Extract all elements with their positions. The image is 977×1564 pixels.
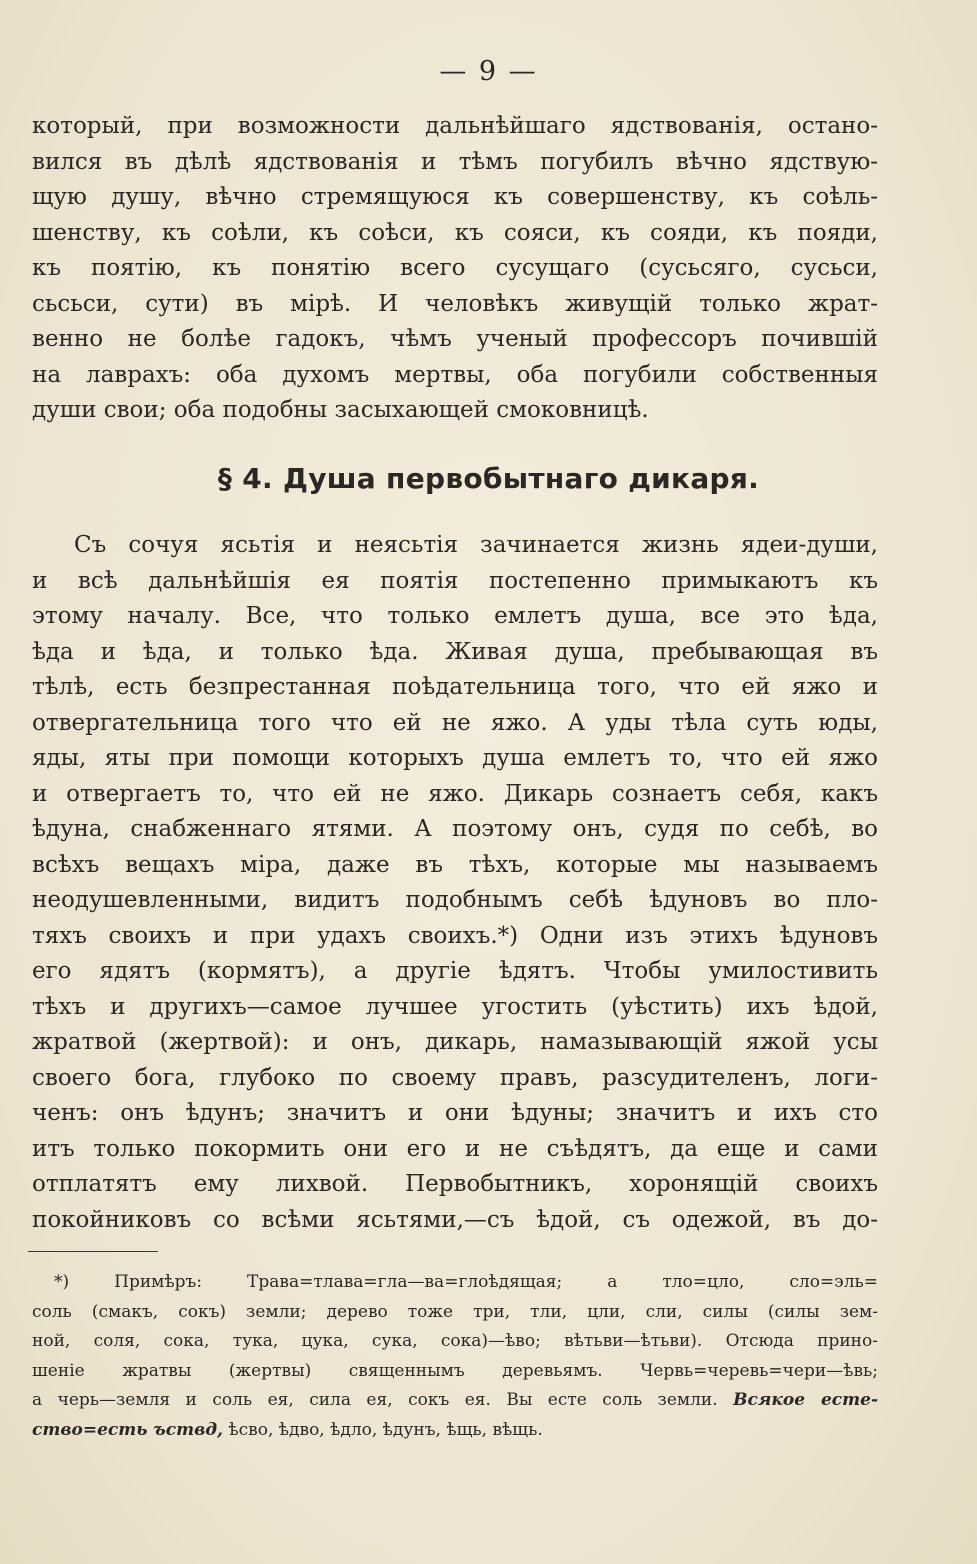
text-line: неодушевленными, видитъ подобнымъ себѣ ѣдуновъ во пло- bbox=[32, 887, 878, 913]
footnote-text: а черь—земля и соль ея, сила ея, сокъ ея. Вы есте соль земли. bbox=[32, 1390, 718, 1410]
text-line: души свои; оба подобны засыхающей смоковницѣ. bbox=[32, 397, 649, 423]
text-line: отвергательница того что ей не яжо. А уды тѣла суть юды, bbox=[32, 709, 878, 736]
text-line: покойниковъ со всѣми ясьтями,—съ ѣдой, съ одежой, въ до- bbox=[32, 1206, 878, 1233]
footnote bbox=[32, 1268, 878, 1445]
text-line: вился въ дѣлѣ ядствованія и тѣмъ погубилъ вѣчно ядствую- bbox=[32, 148, 878, 175]
footnote-line: ной, соля, сока, тука, цука, сука, сока)—ѣво; вѣтьви—ѣтьви). Отсюда прино- bbox=[32, 1331, 878, 1351]
footnote-line: шеніе жратвы (жертвы) священнымъ деревьямъ. Червь=черевь=чери—ѣвь; bbox=[32, 1360, 878, 1381]
text-line: тяхъ своихъ и при удахъ своихъ.*) Одни изъ этихъ ѣдуновъ bbox=[32, 922, 878, 949]
footnote-text: ѣсво, ѣдво, ѣдло, ѣдунъ, ѣщь, вѣщь. bbox=[222, 1419, 543, 1440]
text-line: яды, яты при помощи которыхъ душа емлетъ то, что ей яжо bbox=[32, 745, 878, 771]
text-line: ченъ: онъ ѣдунъ; значитъ и они ѣдуны; значитъ и ихъ сто bbox=[32, 1100, 878, 1126]
section-heading: § 4. Душа первобытнаго дикаря. bbox=[217, 462, 760, 495]
main-paragraph bbox=[32, 528, 878, 1238]
text-line: своего бога, глубоко по своему правъ, разсудителенъ, логи- bbox=[32, 1064, 878, 1091]
text-line: и всѣ дальнѣйшія ея поятія постепенно примыкаютъ къ bbox=[32, 567, 878, 594]
footnote-line: соль (смакъ, сокъ) земли; дерево тоже три, тли, цли, сли, силы (силы зем- bbox=[32, 1301, 878, 1322]
footnote-line-mixed bbox=[32, 1416, 878, 1446]
text-line: щую душу, вѣчно стремящуюся къ совершенству, къ соѣль- bbox=[32, 184, 878, 210]
text-line: венно не болѣе гадокъ, чѣмъ ученый профессоръ почившій bbox=[32, 326, 878, 352]
text-line: тѣхъ и другихъ—самое лучшее угостить (уѣстить) ихъ ѣдой, bbox=[32, 993, 878, 1020]
footnote-italic-text: ство=есть ъствд, bbox=[32, 1419, 223, 1440]
text-line: шенству, къ соѣли, къ соѣси, къ сояси, къ сояди, къ пояди, bbox=[32, 219, 878, 246]
text-line: итъ только покормить они его и не съѣдятъ, да еще и сами bbox=[32, 1135, 878, 1162]
footnote-italic-text: Всякое есте- bbox=[733, 1390, 878, 1410]
text-line: Съ сочуя ясьтія и неясьтія зачинается жизнь ядеи-души, bbox=[74, 532, 878, 558]
page-number: — 9 — bbox=[439, 56, 538, 87]
text-line: и отвергаетъ то, что ей не яжо. Дикарь сознаетъ себя, какъ bbox=[32, 780, 878, 807]
text-line: ѣдуна, снабженнаго ятями. А поэтому онъ, судя по себѣ, во bbox=[32, 816, 878, 842]
text-line: тѣлѣ, есть безпрестанная поѣдательница того, что ей яжо и bbox=[32, 674, 878, 700]
footnote-divider bbox=[28, 1251, 158, 1252]
text-line: который, при возможности дальнѣйшаго ядствованія, остано- bbox=[32, 113, 878, 139]
text-line: его ядятъ (кормятъ), а другіе ѣдятъ. Чтобы умилостивить bbox=[32, 958, 878, 984]
text-line: этому началу. Все, что только емлетъ душа, все это ѣда, bbox=[32, 603, 878, 629]
footnote-line-mixed bbox=[32, 1386, 878, 1416]
text-line: жратвой (жертвой): и онъ, дикарь, намазывающій яжой усы bbox=[32, 1029, 878, 1055]
continuation-paragraph bbox=[32, 109, 878, 429]
text-line: отплатятъ ему лихвой. Первобытникъ, хоронящій своихъ bbox=[32, 1171, 878, 1197]
text-line: на лаврахъ: оба духомъ мертвы, оба погубили собственныя bbox=[32, 361, 878, 388]
footnote-line: *) Примѣръ: Трава=тлава=гла—ва=глоѣдящая; а тло=цло, сло=эль= bbox=[54, 1272, 878, 1292]
text-line: всѣхъ вещахъ міра, даже въ тѣхъ, которые мы называемъ bbox=[32, 851, 878, 878]
text-line: къ поятію, къ понятію всего сусущаго (сусьсяго, сусьси, bbox=[32, 255, 878, 281]
text-line: сьсьси, сути) въ мірѣ. И человѣкъ живущій только жрат- bbox=[32, 290, 878, 317]
text-line: ѣда и ѣда, и только ѣда. Живая душа, пребывающая въ bbox=[32, 638, 878, 665]
